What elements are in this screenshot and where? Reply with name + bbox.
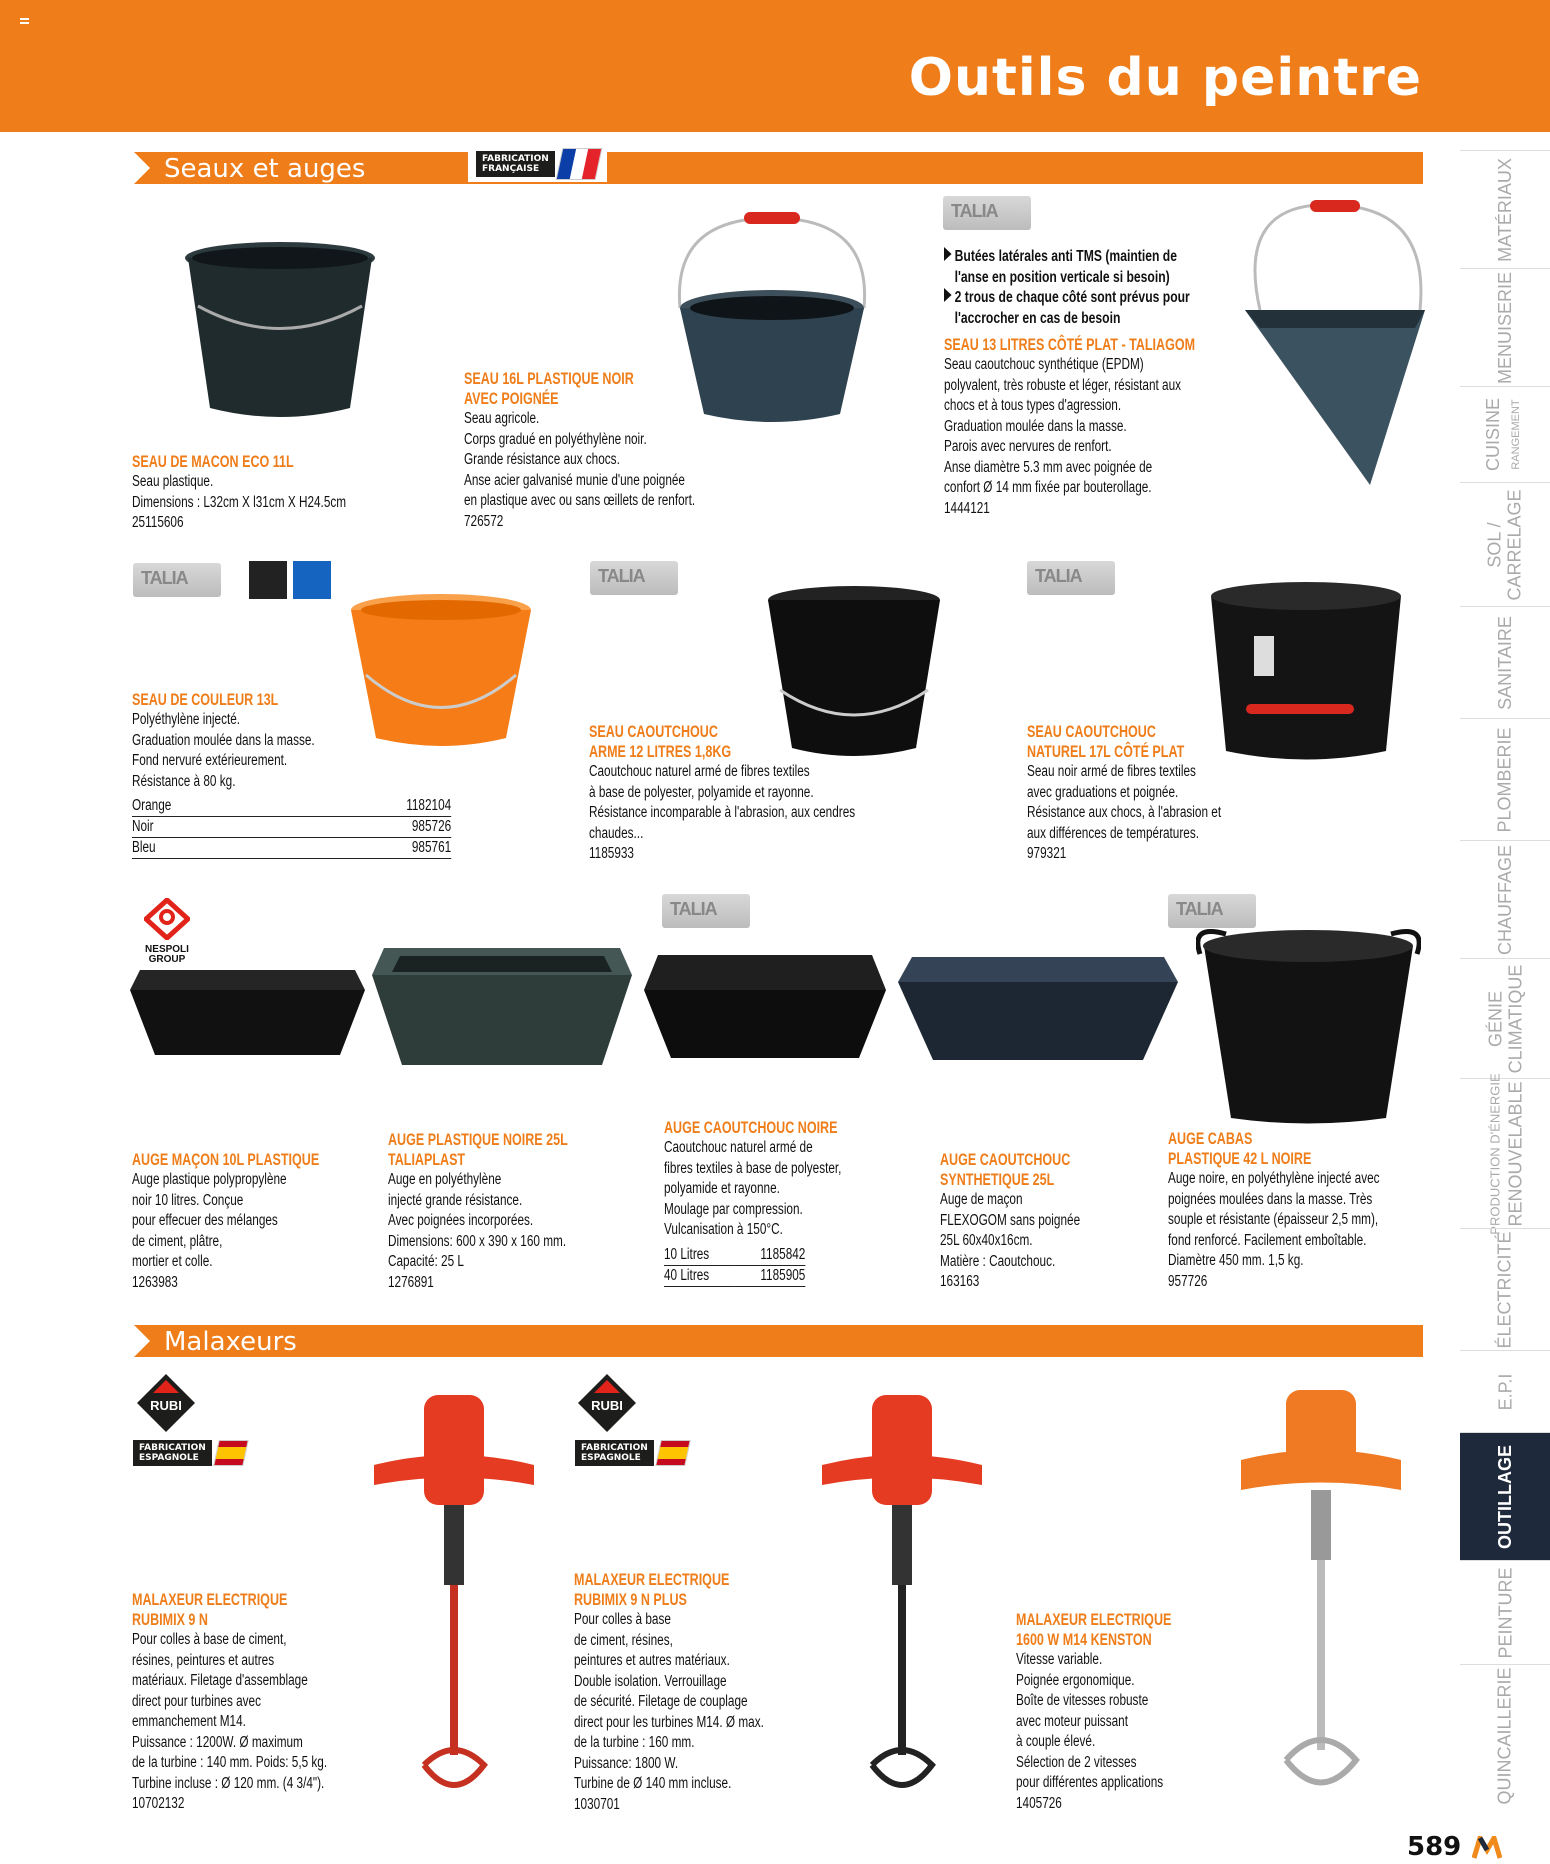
sidebar-item-production-energie[interactable]: PRODUCTION D'ÉNERGIE RENOUVELABLE (1460, 1078, 1550, 1228)
menu-icon[interactable] (20, 18, 29, 26)
product-description-line: Seau plastique. (132, 473, 214, 490)
product-title: AUGE CAOUTCHOUC SYNTHETIQUE 25L (940, 1151, 1071, 1189)
trough-image-10l (130, 960, 365, 1060)
variant-row: 40 Litres 1185905 (664, 1265, 805, 1286)
product-description-line: Sélection de 2 vitesses (1016, 1753, 1137, 1771)
product-p14 (1016, 1610, 1171, 1814)
product-description-line: polyvalent, très robuste et léger, résistant aux (944, 376, 1182, 394)
product-description-line: Vulcanisation à 150°C. (664, 1221, 783, 1238)
product-description-line: Avec poignées incorporées. (388, 1212, 534, 1229)
product-description-line: chaudes... (589, 824, 644, 842)
product-p9 (664, 1118, 841, 1287)
feature-bullet: l'anse en position verticale si besoin) (954, 268, 1170, 286)
product-description-line: matériaux. Filetage d'assemblage (132, 1672, 308, 1689)
product-description-line: Puissance: 1800 W. (574, 1754, 679, 1772)
product-description-line: pour différentes applications (1016, 1774, 1164, 1791)
product-description-line: confort Ø 14 mm fixée par bouterollage. (944, 479, 1152, 496)
brand-m-icon (1472, 1836, 1502, 1860)
product-p1 (132, 452, 346, 534)
product-p8 (388, 1130, 568, 1293)
product-p12 (132, 1590, 327, 1815)
product-description-line: Turbine incluse : Ø 120 mm. (4 3/4"). (132, 1774, 325, 1792)
product-p3 (944, 247, 1195, 519)
product-description-line: Résistance à 80 kg. (132, 772, 236, 790)
sidebar-item-peinture[interactable]: PEINTURE (1460, 1560, 1550, 1664)
product-description-line: injecté grande résistance. (388, 1191, 523, 1209)
product-title: MALAXEUR ELECTRIQUE 1600 W M14 KENSTON (1016, 1611, 1172, 1649)
product-description-line: mortier et colle. (132, 1253, 213, 1270)
product-reference: 1185933 (589, 845, 634, 862)
color-swatch-blue (293, 561, 331, 599)
product-description-line: Graduation moulée dans la masse. (132, 731, 315, 749)
product-description-line: direct pour les turbines M14. Ø max. (574, 1713, 764, 1731)
section-malaxeurs (134, 1325, 1423, 1357)
product-description-line: Corps gradué en polyéthylène noir. (464, 430, 647, 448)
product-reference: 726572 (464, 512, 504, 530)
product-p10 (940, 1150, 1080, 1293)
nespoli-logo: NESPOLI GROUP (137, 898, 197, 965)
product-description-line: poignées moulées dans la masse. Très (1168, 1190, 1373, 1208)
header-bar (0, 0, 1550, 132)
sidebar-item-chauffage[interactable]: CHAUFFAGE (1460, 840, 1550, 958)
talia-logo: TALIA (1168, 894, 1256, 928)
chevron-right-icon (134, 152, 150, 184)
variant-row: Noir 985726 (132, 817, 451, 838)
variant-row: 10 Litres 1185842 (664, 1245, 805, 1266)
product-description-line: emmanchement M14. (132, 1713, 246, 1730)
product-reference: 10702132 (132, 1795, 185, 1812)
product-description-line: Polyéthylène injecté. (132, 711, 241, 728)
trough-image-rubber (644, 950, 886, 1060)
sidebar-item-materiaux[interactable]: MATÉRIAUX (1460, 150, 1550, 268)
product-description-line: Seau agricole. (464, 410, 540, 427)
product-description-line: 25L 60x40x16cm. (940, 1232, 1033, 1249)
product-description-line: peintures et autres matériaux. (574, 1652, 730, 1669)
talia-logo: TALIA (590, 561, 678, 595)
product-title: MALAXEUR ELECTRIQUE RUBIMIX 9 N (132, 1591, 288, 1629)
product-description-line: Auge de maçon (940, 1191, 1023, 1208)
product-p5 (589, 722, 855, 865)
product-description-line: aux différences de températures. (1027, 824, 1200, 842)
product-description-line: Anse acier galvanisé munie d'une poignée (464, 471, 685, 489)
product-description-line: fibres textiles à base de polyester, (664, 1159, 842, 1177)
section-label: Seaux et auges (164, 154, 366, 184)
product-description-line: Auge en polyéthylène (388, 1171, 502, 1188)
product-description-line: Matière : Caoutchouc. (940, 1252, 1056, 1270)
product-description-line: en plastique avec ou sans œillets de renfort. (464, 492, 696, 509)
product-p11 (1168, 1129, 1380, 1292)
sidebar-item-plomberie[interactable]: PLOMBERIE (1460, 718, 1550, 840)
product-description-line: pour effecuer des mélanges (132, 1212, 278, 1229)
french-flag-icon (555, 148, 602, 180)
page-title: Outils du peintre (908, 48, 1422, 108)
product-p13 (574, 1570, 764, 1815)
bucket-image-13l-flat (1240, 200, 1430, 490)
tub-image-42l (1196, 924, 1421, 1124)
section-seaux-auges (134, 152, 1423, 184)
product-p4 (132, 690, 451, 859)
variant-table (132, 796, 451, 859)
spanish-flag-icon (655, 1440, 691, 1466)
variant-row: Orange 1182104 (132, 796, 451, 817)
product-description-line: à couple élevé. (1016, 1733, 1096, 1750)
product-p2 (464, 369, 695, 532)
product-description-line: Auge plastique polypropylène (132, 1171, 287, 1188)
product-description-line: Pour colles à base (574, 1611, 671, 1628)
product-description-line: résines, peintures et autres (132, 1651, 275, 1669)
product-title: SEAU DE COULEUR 13L (132, 691, 279, 709)
product-title: MALAXEUR ELECTRIQUE RUBIMIX 9 N PLUS (574, 1571, 730, 1609)
product-description-line: Auge noire, en polyéthylène injecté avec (1168, 1170, 1380, 1187)
svg-text:RUBI: RUBI (591, 1398, 623, 1413)
product-reference: 1030701 (574, 1795, 620, 1813)
product-description-line: Double isolation. Verrouillage (574, 1672, 727, 1690)
product-reference: 957726 (1168, 1272, 1208, 1290)
product-description-line: de la turbine : 140 mm. Poids: 5,5 kg. (132, 1754, 328, 1771)
product-reference: 1444121 (944, 499, 990, 517)
section-label: Malaxeurs (164, 1327, 297, 1357)
product-description-line: Poignée ergonomique. (1016, 1671, 1135, 1689)
product-description-line: Turbine de Ø 140 mm incluse. (574, 1775, 732, 1792)
product-description-line: Dimensions : L32cm X l31cm X H24.5cm (132, 493, 347, 511)
sidebar-item-quincaillerie[interactable]: QUINCAILLERIE (1460, 1664, 1550, 1806)
product-description-line: de ciment, résines, (574, 1631, 673, 1649)
product-description-line: Résistance aux chocs, à l'abrasion et (1027, 804, 1222, 821)
sidebar-item-genie-climatique[interactable]: GÉNIE CLIMATIQUE (1460, 958, 1550, 1078)
talia-logo: TALIA (662, 894, 750, 928)
product-title: AUGE CAOUTCHOUC NOIRE (664, 1119, 838, 1137)
trough-image-synthetic-25l (898, 952, 1178, 1062)
product-description-line: à base de polyester, polyamide et rayonne. (589, 783, 814, 801)
product-description-line: chocs et à tous types d'agression. (944, 397, 1122, 414)
product-description-line: Puissance : 1200W. Ø maximum (132, 1733, 303, 1751)
feature-bullet: 2 trous de chaque côté sont prévus pour (944, 288, 1195, 309)
sidebar-item-sol-carrelage[interactable]: SOL / CARRELAGE (1460, 482, 1550, 606)
color-swatch-black (249, 561, 287, 599)
arrow-bullet-icon (944, 288, 952, 302)
sidebar-item-sanitaire[interactable]: SANITAIRE (1460, 606, 1550, 718)
product-title: SEAU 16L PLASTIQUE NOIR AVEC POIGNÉE (464, 370, 634, 408)
product-p7 (132, 1150, 319, 1293)
product-description-line: Seau noir armé de fibres textiles (1027, 763, 1196, 780)
bucket-image-eco-11l (180, 236, 380, 426)
product-reference: 25115606 (132, 514, 184, 531)
bucket-image-16l (672, 208, 872, 428)
sidebar-item-outillage[interactable]: OUTILLAGE (1460, 1432, 1550, 1560)
variant-row: Bleu 985761 (132, 838, 451, 859)
product-title: SEAU CAOUTCHOUC ARME 12 LITRES 1,8KG (589, 723, 732, 761)
product-title: SEAU CAOUTCHOUC NATUREL 17L CÔTÉ PLAT (1027, 723, 1185, 761)
product-p6 (1027, 722, 1221, 865)
product-title: SEAU 13 LITRES CÔTÉ PLAT - TALIAGOM (944, 336, 1196, 354)
sidebar-item-epi[interactable]: E.P.I (1460, 1350, 1550, 1432)
product-description-line: souple et résistante (épaisseur 2,5 mm), (1168, 1211, 1379, 1228)
product-description-line: de ciment, plâtre, (132, 1232, 223, 1250)
product-description-line: FLEXOGOM sans poignée (940, 1211, 1081, 1229)
trough-image-25l (372, 940, 632, 1070)
product-description-line: Pour colles à base de ciment, (132, 1631, 287, 1648)
product-description-line: Moulage par compression. (664, 1200, 803, 1218)
sidebar-item-cuisine[interactable]: CUISINE RANGEMENT (1460, 386, 1550, 482)
product-description-line: Dimensions: 600 x 390 x 160 mm. (388, 1232, 567, 1250)
talia-logo: TALIA (943, 196, 1031, 230)
product-description-line: direct pour turbines avec (132, 1692, 261, 1710)
spanish-flag-icon (213, 1440, 249, 1466)
chevron-right-icon (134, 1325, 150, 1357)
svg-text:RUBI: RUBI (150, 1398, 182, 1413)
sidebar-item-menuiserie[interactable]: MENUISERIE (1460, 268, 1550, 386)
bucket-image-rubber-17l (1206, 576, 1406, 766)
product-title: SEAU DE MACON ECO 11L (132, 453, 294, 471)
fabrication-espagnole-badge: FABRICATION ESPAGNOLE (133, 1440, 246, 1466)
mixer-image-kenston (1236, 1380, 1406, 1810)
rubi-logo (576, 1372, 638, 1434)
product-description-line: Anse diamètre 5.3 mm avec poignée de (944, 458, 1153, 476)
variant-table (664, 1245, 805, 1287)
product-description-line: de la turbine : 160 mm. (574, 1734, 695, 1751)
feature-bullet: l'accrocher en cas de besoin (954, 309, 1121, 327)
talia-logo: TALIA (1027, 561, 1115, 595)
rubi-logo (135, 1372, 197, 1434)
product-description-line: Vitesse variable. (1016, 1651, 1103, 1668)
product-reference: 1276891 (388, 1273, 434, 1291)
product-description-line: Capacité: 25 L (388, 1253, 464, 1270)
page-number: 589 (1407, 1832, 1462, 1862)
product-title: AUGE MAÇON 10L PLASTIQUE (132, 1151, 320, 1169)
product-description-line: avec graduations et poignée. (1027, 783, 1179, 801)
product-title: AUGE PLASTIQUE NOIRE 25L TALIAPLAST (388, 1131, 568, 1169)
product-description-line: noir 10 litres. Conçue (132, 1191, 244, 1209)
feature-bullet: Butées latérales anti TMS (maintien de (944, 247, 1195, 268)
product-reference: 1405726 (1016, 1794, 1062, 1812)
product-description-line: Graduation moulée dans la masse. (944, 417, 1127, 435)
product-description-line: Seau caoutchouc synthétique (EPDM) (944, 356, 1144, 373)
product-description-line: Parois avec nervures de renfort. (944, 438, 1112, 455)
product-description-line: polyamide et rayonne. (664, 1180, 780, 1197)
mixer-image-rubimix-9n-plus (812, 1385, 992, 1815)
product-reference: 979321 (1027, 845, 1067, 862)
nespoli-mark-icon (144, 898, 190, 940)
fabrication-espagnole-badge: FABRICATION ESPAGNOLE (575, 1440, 688, 1466)
product-description-line: de sécurité. Filetage de couplage (574, 1693, 748, 1710)
product-description-line: Fond nervuré extérieurement. (132, 752, 288, 769)
product-description-line: Boîte de vitesses robuste (1016, 1692, 1149, 1709)
arrow-bullet-icon (944, 247, 952, 261)
product-description-line: avec moteur puissant (1016, 1712, 1128, 1730)
product-description-line: Caoutchouc naturel armé de (664, 1139, 813, 1156)
sidebar-item-electricite[interactable]: ÉLECTRICITÉ (1460, 1228, 1550, 1350)
product-description-line: Résistance incomparable à l'abrasion, aux cendres (589, 804, 856, 821)
product-description-line: Caoutchouc naturel armé de fibres textiles (589, 763, 810, 780)
product-description-line: Diamètre 450 mm. 1,5 kg. (1168, 1252, 1304, 1269)
product-description-line: fond renforcé. Facilement emboîtable. (1168, 1231, 1367, 1249)
mixer-image-rubimix-9n (364, 1385, 544, 1815)
fabrication-francaise-badge: FABRICATION FRANÇAISE (468, 146, 607, 182)
product-reference: 163163 (940, 1273, 980, 1290)
product-title: AUGE CABAS PLASTIQUE 42 L NOIRE (1168, 1130, 1312, 1168)
product-reference: 1263983 (132, 1273, 178, 1291)
talia-logo: TALIA (133, 563, 221, 597)
product-description-line: Grande résistance aux chocs. (464, 451, 620, 468)
